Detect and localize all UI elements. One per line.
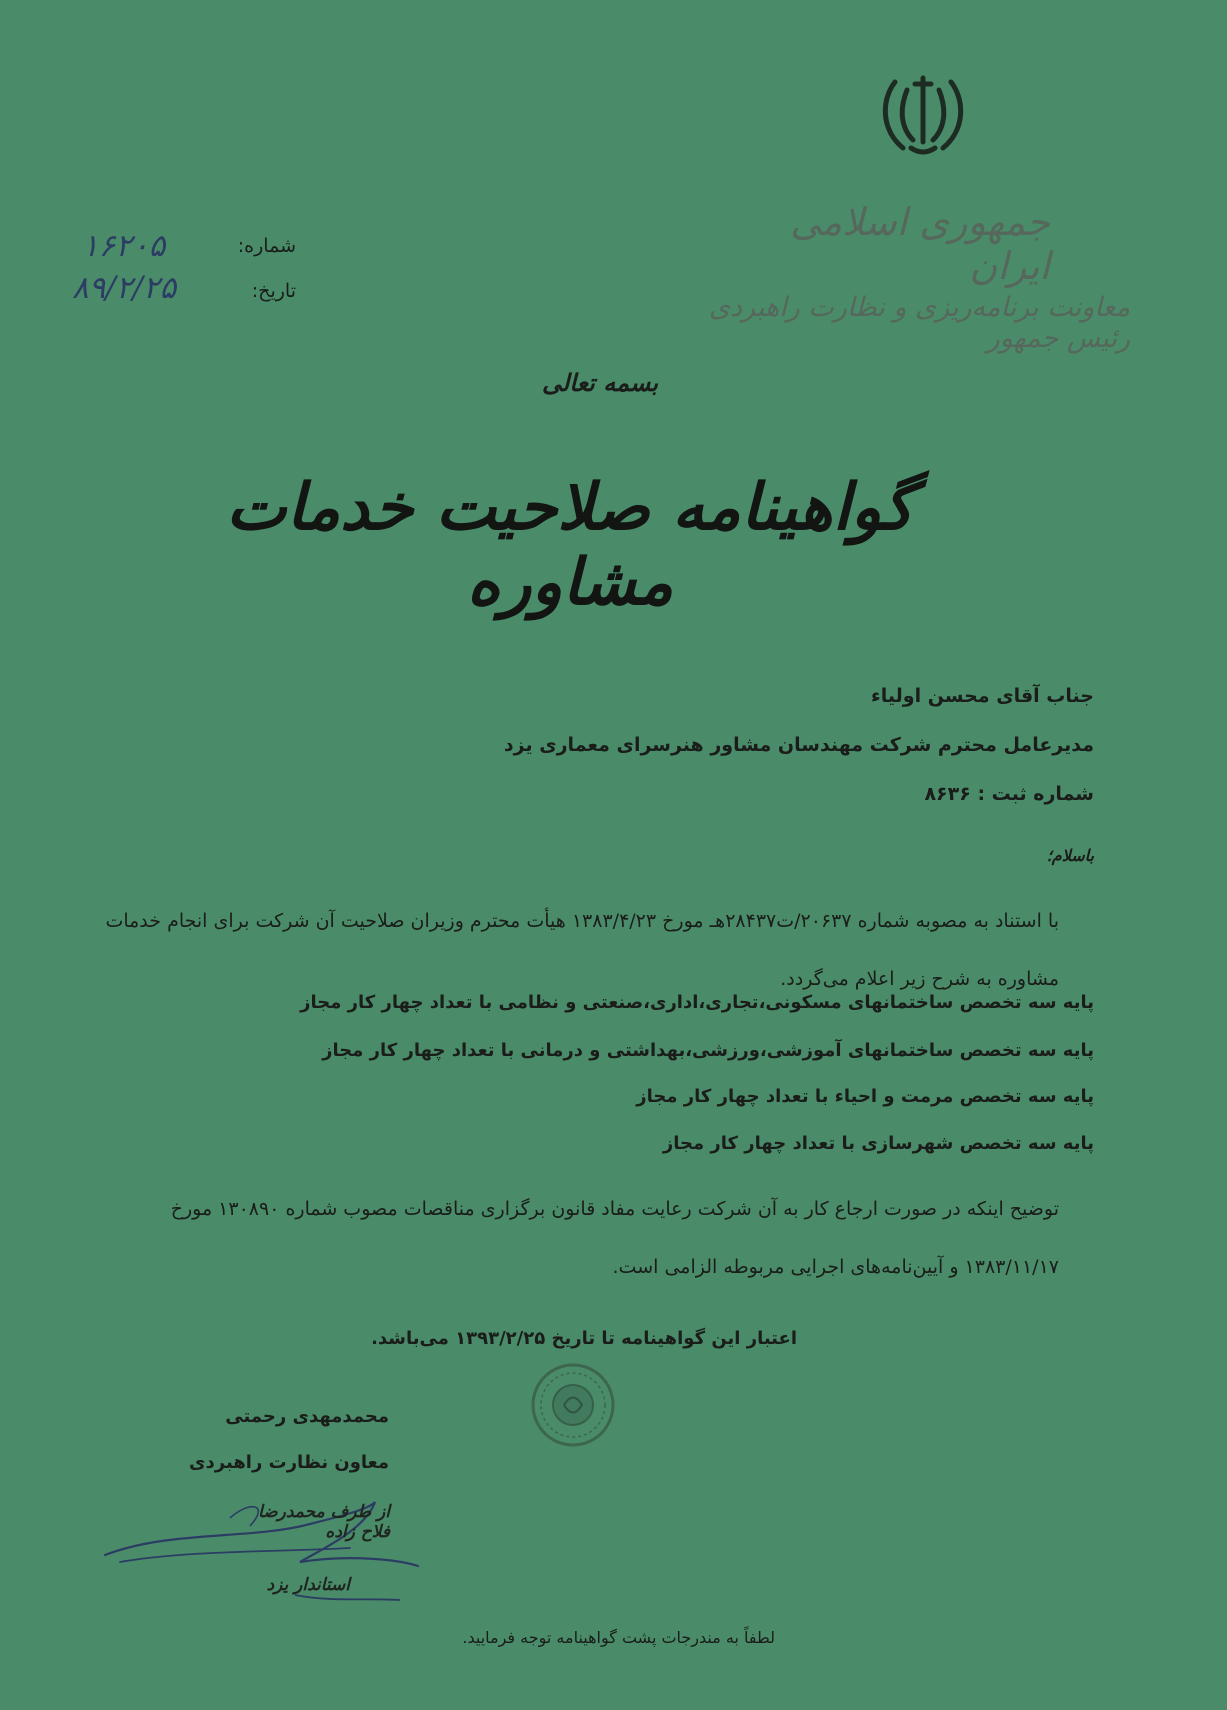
note-paragraph: توضیح اینکه در صورت ارجاع کار به آن شرکت رعایت مفاد قانون برگزاری مناقصات مصوب شماره ۱۳۰۸۹۰ مورخ ۱۳۸۳/۱۱/۱۷ و آیین‌نامه‌های اجرایی مربوطه الزامی است. [170,1198,1059,1278]
recipient-position: مدیرعامل محترم شرکت مهندسان مشاور هنرسرای معماری یزد [503,734,1094,756]
governor-note: استاندار یزد [266,1575,350,1595]
date-label: تاریخ: [251,280,296,302]
office-heading: معاونت برنامه‌ریزی و نظارت راهبردی رئیس جمهور [708,292,1130,354]
date-value: ۸۹/۲/۲۵ [72,270,177,306]
validity-statement: اعتبار این گواهینامه تا تاریخ ۱۳۹۳/۲/۲۵ می‌باشد. [371,1328,797,1349]
addressee: جناب آقای محسن اولیاء [871,685,1094,707]
number-value: ۱۶۲۰۵ [82,228,166,264]
specialization-item: پایه سه تخصص مرمت و احیاء با تعداد چهار کار مجاز [636,1086,1094,1107]
official-seal-icon [528,1360,618,1450]
registration-number: شماره ثبت : ۸۶۳۶ [924,783,1094,805]
signer-title: معاون نظارت راهبردی [189,1452,389,1473]
certificate-title: گواهینامه صلاحیت خدمات مشاوره [226,470,914,620]
approval-paragraph: با استناد به مصوبه شماره ۲۰۶۳۷/ت۲۸۴۳۷هـ مورخ ۱۳۸۳/۴/۲۳ هیأت محترم وزیران صلاحیت آن شرکت برای انجام خدمات مشاوره به شرح زیر اعلام می‌گردد. [105,910,1059,990]
salutation: باسلام؛ [1046,846,1094,865]
specialization-item: پایه سه تخصص ساختمانهای مسکونی،تجاری،اداری،صنعتی و نظامی با تعداد چهار کار مجاز [300,992,1094,1013]
footer-note: لطفاً به مندرجات پشت گواهینامه توجه فرمایید. [462,1628,775,1647]
invocation: بسمه تعالی [541,368,659,397]
republic-heading: جمهوری اسلامی ایران [790,200,1050,288]
signer-name: محمدمهدی رحمتی [225,1406,389,1427]
specialization-item: پایه سه تخصص شهرسازی با تعداد چهار کار مجاز [662,1133,1094,1154]
specialization-item: پایه سه تخصص ساختمانهای آموزشی،ورزشی،بهداشتی و درمانی با تعداد چهار کار مجاز [322,1040,1094,1061]
number-label: شماره: [237,235,296,257]
on-behalf-note: از طرف محمدرضا فلاح زاده [258,1502,390,1542]
iran-emblem-icon [873,70,973,158]
